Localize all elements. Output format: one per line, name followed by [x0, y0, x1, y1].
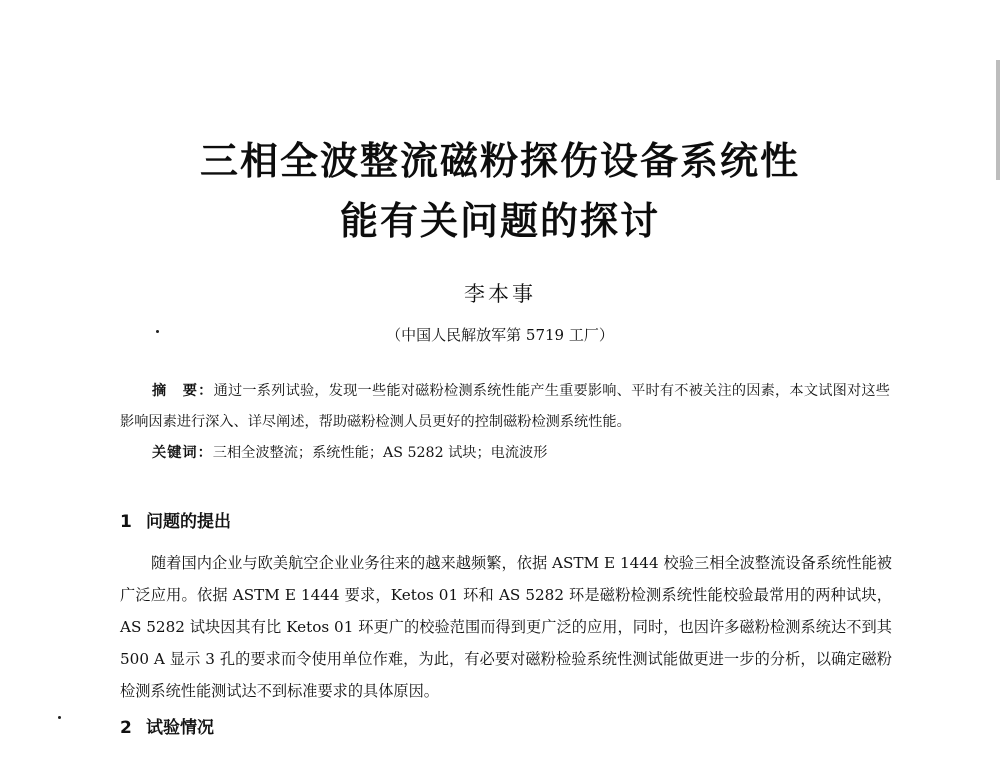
abstract-text: 通过一系列试验，发现一些能对磁粉检测系统性能产生重要影响、平时有不被关注的因素，本文试图对这些影响因素进行深入、详尽阐述，帮助磁粉检测人员更好的控制磁粉检测系统性能。 [120, 383, 890, 430]
author-name: 李本事 [464, 282, 536, 306]
section-title: 试验情况 [146, 718, 214, 738]
section-number: 2 [120, 718, 132, 738]
scan-speck [58, 716, 61, 719]
abstract-label: 摘 要： [152, 383, 214, 399]
body-paragraph: 随着国内企业与欧美航空企业业务往来的越来越频繁，依据 ASTM E 1444 校验三相全波整流设备系统性能被广泛应用。依据 ASTM E 1444 要求，Ketos 01 环和 AS 5282 环是磁粉检测系统性能校验最常用的两种试块，AS 5282 试块因其有比 Ketos 01 环更广的校验范围而得到更广泛的应用，同时，也因许多磁粉检测系统达不到其 500 A 显示 3 孔的要求而令使用单位作难，为此，有必要对磁粉检验系统性测试能做更进一步的分析，以确定磁粉检测系统性能测试达不到标准要求的具体原因。 [120, 554, 892, 700]
section-number: 1 [120, 512, 132, 532]
keywords-label: 关键词： [152, 445, 213, 461]
keywords-text: 三相全波整流；系统性能；AS 5282 试块；电流波形 [212, 445, 548, 461]
abstract [120, 376, 890, 438]
scan-speck [156, 330, 159, 333]
author-affiliation: （中国人民解放军第 5719 工厂） [386, 326, 614, 344]
paper-title-line-2: 能有关问题的探讨 [339, 199, 660, 243]
keywords [152, 438, 892, 469]
section-title: 问题的提出 [146, 512, 231, 532]
section-heading-1 [120, 507, 231, 532]
paper-title-line-1: 三相全波整流磁粉探伤设备系统性 [199, 139, 800, 183]
section-heading-2 [120, 713, 214, 738]
